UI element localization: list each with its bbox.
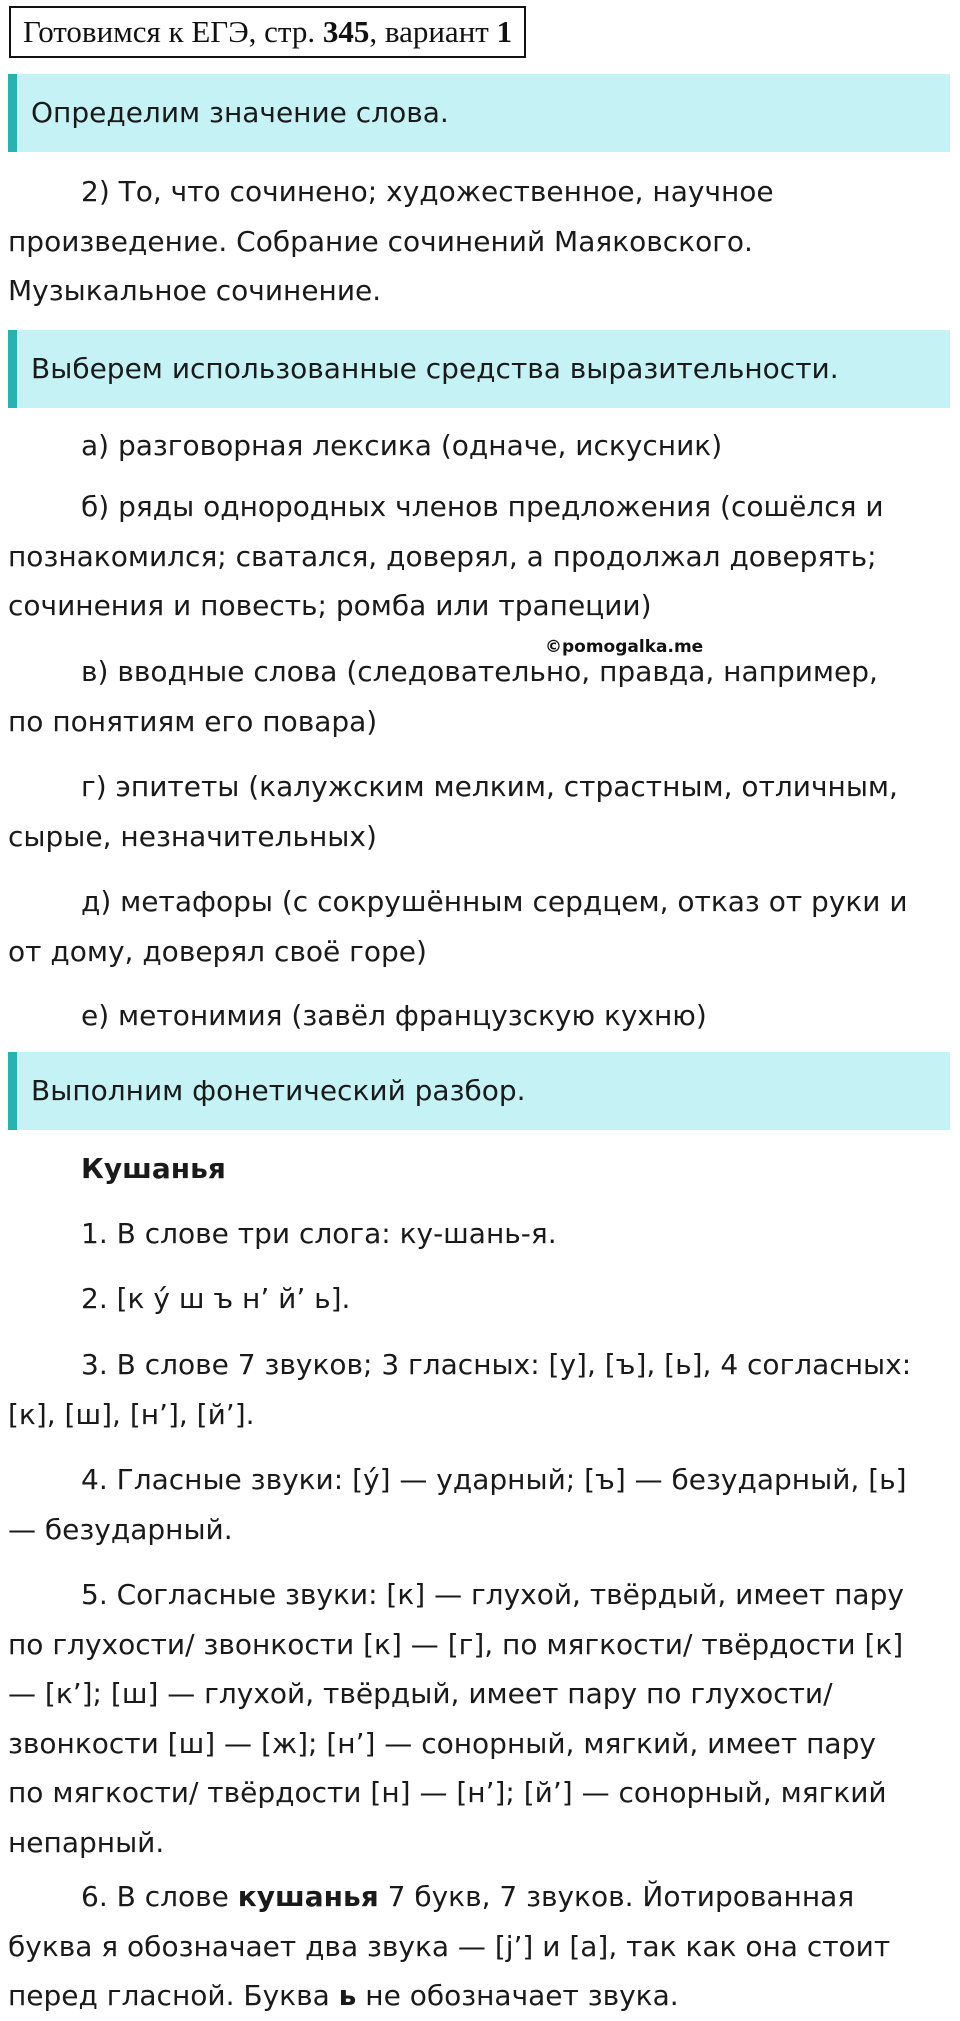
means-item-c: в) вводные слова (следовательно, правда, например, по понятиям его повара) bbox=[8, 655, 878, 738]
phonetic-item-3: 3. В слове 7 звуков; 3 гласных: [у], [ъ], [ь], 4 согласных: [к], [ш], [н’], [й’]. bbox=[8, 1348, 912, 1431]
page-number: 345 bbox=[322, 14, 370, 49]
means-item-f: е) метонимия (завёл французскую кухню) bbox=[81, 999, 707, 1032]
means-item-d: г) эпитеты (калужским мелким, страстным, отличным, сырые, незначительных) bbox=[8, 770, 898, 853]
page-title: Готовимся к ЕГЭ, стр. 345, вариант 1 bbox=[9, 6, 526, 58]
variant-number: 1 bbox=[496, 14, 513, 49]
section-header-meaning: Определим значение слова. bbox=[8, 74, 950, 152]
means-item-a: а) разговорная лексика (одначе, искусник) bbox=[81, 429, 723, 462]
phonetic-item-4: 4. Гласные звуки: [ý] — ударный; [ъ] — безударный, [ь] — безударный. bbox=[8, 1463, 907, 1546]
phonetic-item-1: 1. В слове три слога: ку-шань-я. bbox=[81, 1217, 557, 1250]
analyzed-word: Кушанья bbox=[81, 1152, 226, 1185]
meaning-paragraph: 2) То, что сочинено; художественное, научное произведение. Собрание сочинений Маяковского. Музыкальное сочинение. bbox=[8, 175, 774, 307]
section-header-phonetic: Выполним фонетический разбор. bbox=[8, 1052, 950, 1130]
phonetic-item-2: 2. [к ý ш ъ н’ й’ ь]. bbox=[81, 1282, 351, 1315]
means-item-e: д) метафоры (с сокрушённым сердцем, отказ от руки и от дому, доверял своё горе) bbox=[8, 885, 908, 968]
section-header-means: Выберем использованные средства выразительности. bbox=[8, 330, 950, 408]
phonetic-item-5: 5. Согласные звуки: [к] — глухой, твёрдый, имеет пару по глухости/ звонкости [к] — [г], по мягкости/ твёрдости [к] — [к’]; [ш] — глухой, твёрдый, имеет пару по глухости/ звонкости [ш] — [ж]; [н’] — сонорный, мягкий, имеет пару по мягкости/ твёрдости [н] — [н’]; [й’] — сонорный, мягкий непарный. bbox=[8, 1578, 904, 1859]
phonetic-item-6: 6. В слове кушанья 7 букв, 7 звуков. Йотированная буква я обозначает два звука — [j’] и [а], так как она стоит перед гласной. Буква ь не обозначает звука. bbox=[8, 1880, 891, 2012]
means-item-b: б) ряды однородных членов предложения (сошёлся и познакомился; сватался, доверял, а продолжал доверять; сочинения и повесть; ромба или трапеции) bbox=[8, 490, 884, 622]
watermark: ©pomogalka.me bbox=[545, 637, 704, 657]
